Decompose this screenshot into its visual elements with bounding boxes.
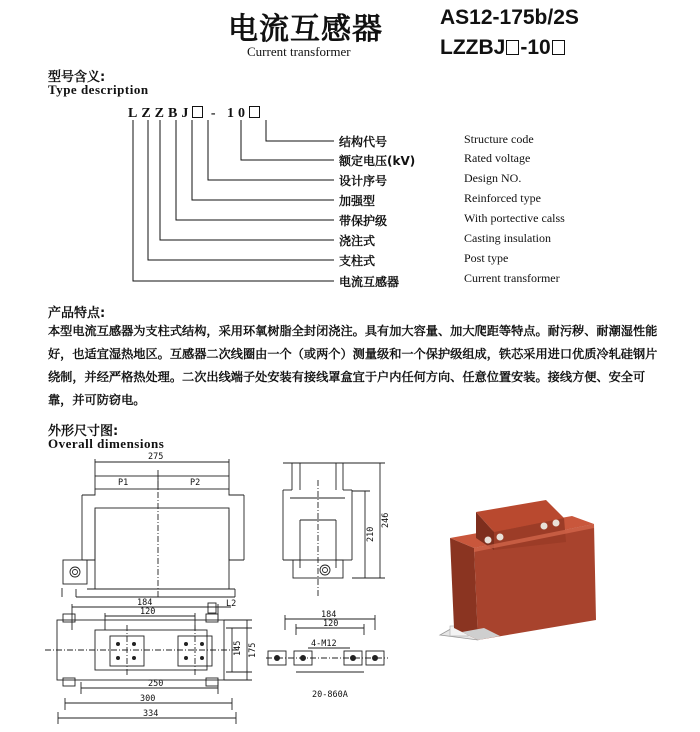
item-en-voltage: Rated voltage xyxy=(464,151,531,165)
dim-base-holes: 4-M12 xyxy=(311,639,337,649)
dim-top-120: 120 xyxy=(140,607,156,617)
item-cn-post: 支柱式 xyxy=(339,254,376,268)
dimension-drawings xyxy=(0,450,700,732)
dimensions-heading-cn: 外形尺寸图: xyxy=(48,424,119,439)
dim-front-width: 275 xyxy=(148,452,164,462)
dim-side-210: 210 xyxy=(366,526,376,542)
item-en-protective: With portective calss xyxy=(464,211,565,225)
item-cn-design: 设计序号 xyxy=(339,174,388,188)
dim-top-175: 175 xyxy=(248,642,258,658)
dim-base-120: 120 xyxy=(323,619,339,629)
type-heading-en: Type description xyxy=(48,82,149,97)
item-en-post: Post type xyxy=(464,251,509,265)
dim-base-note: 20-860A xyxy=(312,690,348,700)
features-text: 本型电流互感器为支柱式结构，采用环氧树脂全封闭浇注。具有加大容量、加大爬距等特点。耐污秽、耐潮湿性能好，也适宜湿热地区。互感器二次线圈由一个（或两个）测量级和一个保护级组成，铁芯采用进口优质冷轧硅钢片绕制，并经严格热处理。二次出线端子处安装有接线罩盒宜于户内任何方向、任意位置安装。接线方便、安全可靠，并可防窃电。 xyxy=(48,324,658,407)
features-heading: 产品特点: xyxy=(48,306,106,321)
item-cn-voltage: 额定电压(kV) xyxy=(339,154,416,168)
dim-base-184: 184 xyxy=(321,610,337,620)
item-en-casting: Casting insulation xyxy=(464,231,551,245)
type-code: LZZBJ - 10 xyxy=(128,106,260,122)
title-cn: 电流互感器 xyxy=(228,12,383,47)
dim-top-l2: L2 xyxy=(226,599,237,609)
item-en-structure: Structure code xyxy=(464,132,534,146)
item-en-reinforced: Reinforced type xyxy=(464,191,541,205)
type-heading-cn: 型号含义: xyxy=(48,70,106,85)
item-en-design: Design NO. xyxy=(464,171,522,185)
dimensions-heading-en: Overall dimensions xyxy=(48,436,165,451)
item-cn-structure: 结构代号 xyxy=(339,135,388,149)
front-view xyxy=(62,459,244,597)
title-en: Current transformer xyxy=(247,44,351,59)
dim-top-300: 300 xyxy=(140,694,156,704)
model-line-1: AS12-175b/2S xyxy=(440,6,579,29)
item-cn-ct: 电流互感器 xyxy=(339,275,400,289)
dim-top-334: 334 xyxy=(143,709,159,719)
product-photo xyxy=(440,500,596,640)
dim-top-250: 250 xyxy=(148,679,164,689)
dim-side-246: 246 xyxy=(381,512,391,528)
dim-top-145: 145 xyxy=(233,640,243,656)
item-cn-reinforced: 加强型 xyxy=(339,194,376,208)
dim-p2: P2 xyxy=(190,478,201,488)
model-line-2: LZZBJ -10 xyxy=(440,36,566,60)
item-cn-protective: 带保护级 xyxy=(339,214,388,228)
item-en-ct: Current transformer xyxy=(464,271,560,285)
dim-top-184: 184 xyxy=(137,598,153,608)
dim-p1: P1 xyxy=(118,478,129,488)
item-cn-casting: 浇注式 xyxy=(339,234,376,248)
top-view xyxy=(45,603,252,724)
